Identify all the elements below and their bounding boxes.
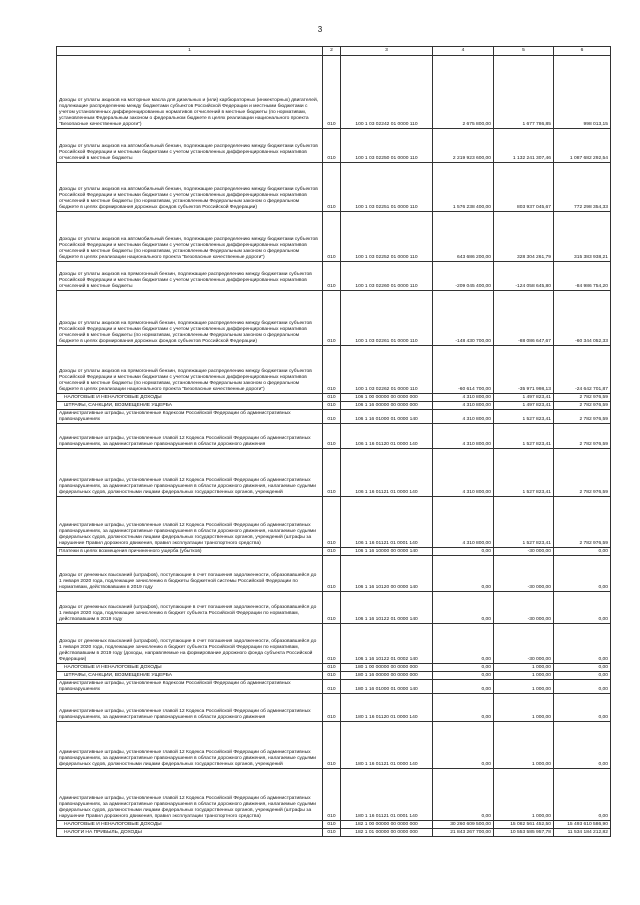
table-row: [57, 424, 611, 449]
row-approved-amount: 0,00: [433, 592, 494, 624]
row-description: НАЛОГОВЫЕ И НЕНАЛОГОВЫЕ ДОХОДЫ: [57, 394, 323, 402]
row-line-code: 010: [323, 680, 341, 694]
column-header: 4: [433, 47, 494, 56]
table-row: [57, 722, 611, 769]
row-executed-amount: -30 000,00: [494, 624, 554, 664]
row-budget-code: 106 1 16 10122 01 0000 140: [341, 592, 433, 624]
table-row: [57, 497, 611, 548]
row-description: Доходы от денежных взысканий (штрафов), поступающие в счет погашения задолженности, образовавшейся до 1 января 2020 года, подлежащие зачислению в бюджет субъекта Российской Федерации по нормативам, действовавшим в 2019 году (доходы, направляемые на формирование дорожного фонда субъекта Российской Федерации): [57, 624, 323, 664]
row-description: Административные штрафы, установленные главой 12 Кодекса Российской Федерации об административных правонарушениях, за административные правонарушения в области дорожного движения, налагаемые судьями федеральных судов, должностными лицами федеральных государственных органов, учреждений: [57, 722, 323, 769]
row-unexecuted-amount: 315 383 938,21: [554, 212, 611, 262]
row-budget-code: 106 1 16 01121 01 0001 140: [341, 497, 433, 548]
row-description: НАЛОГИ НА ПРИБЫЛЬ, ДОХОДЫ: [57, 829, 323, 837]
row-approved-amount: 0,00: [433, 624, 494, 664]
row-line-code: 010: [323, 410, 341, 424]
row-unexecuted-amount: 2 782 976,59: [554, 394, 611, 402]
row-line-code: 010: [323, 722, 341, 769]
row-approved-amount: 4 310 800,00: [433, 394, 494, 402]
row-line-code: 010: [323, 212, 341, 262]
row-unexecuted-amount: 0,00: [554, 672, 611, 680]
row-unexecuted-amount: 0,00: [554, 548, 611, 556]
row-executed-amount: 1 677 786,85: [494, 56, 554, 129]
row-description: Административные штрафы, установленные главой 12 Кодекса Российской Федерации об административных правонарушениях, за административные правонарушения в области дорожного движения: [57, 694, 323, 722]
column-header: 3: [341, 47, 433, 56]
page-number: 3: [317, 25, 323, 34]
row-executed-amount: 1 527 823,41: [494, 410, 554, 424]
row-unexecuted-amount: 2 782 976,59: [554, 449, 611, 497]
row-budget-code: 106 1 00 00000 00 0000 000: [341, 394, 433, 402]
row-approved-amount: 0,00: [433, 694, 494, 722]
row-budget-code: 100 1 03 02242 01 0000 110: [341, 56, 433, 129]
column-header: 2: [323, 47, 341, 56]
row-unexecuted-amount: 0,00: [554, 556, 611, 592]
row-budget-code: 182 1 01 00000 00 0000 000: [341, 829, 433, 837]
row-executed-amount: -30 000,00: [494, 592, 554, 624]
row-budget-code: 182 1 00 00000 00 0000 000: [341, 821, 433, 829]
row-budget-code: 106 1 16 10000 00 0000 140: [341, 548, 433, 556]
table-row: [57, 394, 611, 402]
row-budget-code: 100 1 03 02262 01 0000 110: [341, 346, 433, 394]
row-budget-code: 180 1 16 01120 01 0000 140: [341, 694, 433, 722]
row-unexecuted-amount: -24 642 701,87: [554, 346, 611, 394]
row-unexecuted-amount: 2 782 976,59: [554, 424, 611, 449]
row-description: Доходы от уплаты акцизов на автомобильный бензин, подлежащие распределению между бюджетами субъектов Российской Федерации и местными бюджетами с учетом установленных дифференцированных нормативов отчислений в местные бюджеты (по нормативам, установленным Федеральным законом о федеральном бюджете в целях реализации национального проекта "Безопасные качественные дороги"): [57, 212, 323, 262]
row-description: Административные штрафы, установленные главой 12 Кодекса Российской Федерации об административных правонарушениях, за административные правонарушения в области дорожного движения, налагаемые судьями федеральных судов, должностными лицами федеральных государственных органов, учреждений (штрафы за нарушение Правил дорожного движения, правил эксплуатации транспортного средства): [57, 497, 323, 548]
row-unexecuted-amount: 0,00: [554, 769, 611, 821]
row-line-code: 010: [323, 548, 341, 556]
row-unexecuted-amount: 1 087 682 292,54: [554, 129, 611, 163]
table-row: [57, 592, 611, 624]
row-description: Доходы от уплаты акцизов на прямогонный бензин, подлежащие распределению между бюджетами субъектов Российской Федерации и местными бюджетами с учетом установленных дифференцированных нормативов отчислений в местные бюджеты (по нормативам, установленным Федеральным законом о федеральном бюджете в целях реализации национального проекта "Безопасные качественные дороги"): [57, 346, 323, 394]
row-line-code: 010: [323, 821, 341, 829]
row-executed-amount: -30 000,00: [494, 548, 554, 556]
row-line-code: 010: [323, 449, 341, 497]
row-description: НАЛОГОВЫЕ И НЕНАЛОГОВЫЕ ДОХОДЫ: [57, 664, 323, 672]
row-line-code: 010: [323, 262, 341, 291]
row-line-code: 010: [323, 346, 341, 394]
row-description: НАЛОГОВЫЕ И НЕНАЛОГОВЫЕ ДОХОДЫ: [57, 821, 323, 829]
row-approved-amount: -148 430 700,00: [433, 291, 494, 346]
row-line-code: 010: [323, 497, 341, 548]
row-executed-amount: 1 527 823,41: [494, 449, 554, 497]
row-budget-code: 106 1 16 00000 00 0000 000: [341, 402, 433, 410]
table-row: [57, 672, 611, 680]
row-line-code: 010: [323, 56, 341, 129]
row-unexecuted-amount: -84 986 754,20: [554, 262, 611, 291]
row-executed-amount: -30 000,00: [494, 556, 554, 592]
row-executed-amount: 1 132 241 307,46: [494, 129, 554, 163]
table-row: [57, 821, 611, 829]
row-unexecuted-amount: 0,00: [554, 592, 611, 624]
row-description: Административные штрафы, установленные Кодексом Российской Федерации об административных правонарушениях: [57, 410, 323, 424]
table-row: [57, 56, 611, 129]
row-budget-code: 106 1 16 01120 01 0000 140: [341, 424, 433, 449]
row-line-code: 010: [323, 694, 341, 722]
row-line-code: 010: [323, 664, 341, 672]
row-executed-amount: -35 971 998,13: [494, 346, 554, 394]
row-description: Доходы от уплаты акцизов на прямогонный бензин, подлежащие распределению между бюджетами субъектов Российской Федерации и местными бюджетами с учетом установленных дифференцированных нормативов отчислений в местные бюджеты: [57, 262, 323, 291]
row-unexecuted-amount: 0,00: [554, 664, 611, 672]
row-budget-code: 100 1 03 02250 01 0000 110: [341, 129, 433, 163]
row-approved-amount: 0,00: [433, 556, 494, 592]
row-description: Доходы от денежных взысканий (штрафов), поступающие в счет погашения задолженности, образовавшейся до 1 января 2020 года, подлежащие зачислению в бюджет субъекта Российской Федерации по нормативам, действовавшим в 2019 году: [57, 592, 323, 624]
row-approved-amount: 643 686 200,00: [433, 212, 494, 262]
row-approved-amount: -60 614 700,00: [433, 346, 494, 394]
table-row: [57, 769, 611, 821]
table-row: [57, 694, 611, 722]
row-budget-code: 106 1 16 01121 01 0000 140: [341, 449, 433, 497]
row-description: Административные штрафы, установленные главой 12 Кодекса Российской Федерации об административных правонарушениях, за административные правонарушения в области дорожного движения, налагаемые судьями федеральных судов, должностными лицами федеральных государственных органов, учреждений (штрафы за нарушение Правил дорожного движения, правил эксплуатации транспортного средства): [57, 769, 323, 821]
column-header: 1: [57, 47, 323, 56]
row-approved-amount: 4 310 800,00: [433, 402, 494, 410]
table-row: [57, 829, 611, 837]
row-unexecuted-amount: 11 534 184 212,82: [554, 829, 611, 837]
row-approved-amount: 0,00: [433, 664, 494, 672]
row-unexecuted-amount: 2 782 976,59: [554, 497, 611, 548]
row-budget-code: 180 1 16 01121 01 0000 140: [341, 722, 433, 769]
row-description: Административные штрафы, установленные Кодексом Российской Федерации об административных правонарушениях: [57, 680, 323, 694]
row-executed-amount: 15 082 561 452,50: [494, 821, 554, 829]
row-line-code: 010: [323, 163, 341, 212]
row-executed-amount: 1 000,00: [494, 722, 554, 769]
row-unexecuted-amount: 2 782 976,59: [554, 402, 611, 410]
table-row: [57, 410, 611, 424]
row-budget-code: 100 1 03 02261 01 0000 110: [341, 291, 433, 346]
revenue-table: [56, 46, 611, 837]
table-row: [57, 556, 611, 592]
row-budget-code: 180 1 16 01000 01 0000 140: [341, 680, 433, 694]
header-row: [57, 47, 611, 56]
row-approved-amount: 30 260 609 500,00: [433, 821, 494, 829]
row-line-code: 010: [323, 129, 341, 163]
table-row: [57, 346, 611, 394]
row-approved-amount: 0,00: [433, 672, 494, 680]
row-unexecuted-amount: 0,00: [554, 694, 611, 722]
table-row: [57, 129, 611, 163]
row-line-code: 010: [323, 624, 341, 664]
row-line-code: 010: [323, 402, 341, 410]
row-unexecuted-amount: 15 493 610 586,90: [554, 821, 611, 829]
row-line-code: 010: [323, 424, 341, 449]
row-description: Административные штрафы, установленные главой 12 Кодекса Российской Федерации об административных правонарушениях, за административные правонарушения в области дорожного движения, налагаемые судьями федеральных судов, должностными лицами федеральных государственных органов, учреждений: [57, 449, 323, 497]
row-description: Административные штрафы, установленные главой 12 Кодекса Российской Федерации об административных правонарушениях, за административные правонарушения в области дорожного движения: [57, 424, 323, 449]
table-row: [57, 624, 611, 664]
row-approved-amount: 1 576 238 400,00: [433, 163, 494, 212]
row-line-code: 010: [323, 592, 341, 624]
row-approved-amount: 0,00: [433, 680, 494, 694]
row-executed-amount: -124 058 645,80: [494, 262, 554, 291]
row-executed-amount: 1 000,00: [494, 680, 554, 694]
row-budget-code: 100 1 03 02260 01 0000 110: [341, 262, 433, 291]
row-executed-amount: 1 527 823,41: [494, 497, 554, 548]
row-approved-amount: 0,00: [433, 769, 494, 821]
row-approved-amount: 0,00: [433, 548, 494, 556]
row-description: Доходы от уплаты акцизов на автомобильный бензин, подлежащие распределению между бюджетами субъектов Российской Федерации и местными бюджетами с учетом установленных дифференцированных нормативов отчислений в местные бюджеты: [57, 129, 323, 163]
row-approved-amount: 4 310 800,00: [433, 449, 494, 497]
row-budget-code: 180 1 00 00000 00 0000 000: [341, 664, 433, 672]
row-executed-amount: 803 937 045,67: [494, 163, 554, 212]
row-unexecuted-amount: 0,00: [554, 680, 611, 694]
row-description: Платежи в целях возмещения причиненного ущерба (убытков): [57, 548, 323, 556]
row-budget-code: 180 1 16 01121 01 0001 140: [341, 769, 433, 821]
row-approved-amount: 4 310 800,00: [433, 497, 494, 548]
row-executed-amount: 1 497 823,41: [494, 402, 554, 410]
row-line-code: 010: [323, 672, 341, 680]
row-approved-amount: 4 310 800,00: [433, 424, 494, 449]
row-unexecuted-amount: 998 013,15: [554, 56, 611, 129]
table-row: [57, 402, 611, 410]
row-description: Доходы от денежных взысканий (штрафов), поступающие в счет погашения задолженности, образовавшейся до 1 января 2020 года, подлежащие зачислению в бюджеты бюджетной системы Российской Федерации по нормативам, действовавшим в 2019 году: [57, 556, 323, 592]
row-unexecuted-amount: -60 344 052,33: [554, 291, 611, 346]
table-row: [57, 262, 611, 291]
row-budget-code: 106 1 16 10122 01 0002 140: [341, 624, 433, 664]
row-executed-amount: -88 086 647,67: [494, 291, 554, 346]
row-executed-amount: 1 527 823,41: [494, 424, 554, 449]
row-line-code: 010: [323, 769, 341, 821]
table-row: [57, 212, 611, 262]
row-unexecuted-amount: 0,00: [554, 624, 611, 664]
table-row: [57, 664, 611, 672]
row-executed-amount: 1 497 823,41: [494, 394, 554, 402]
row-line-code: 010: [323, 556, 341, 592]
row-unexecuted-amount: 772 298 354,33: [554, 163, 611, 212]
row-approved-amount: 0,00: [433, 722, 494, 769]
row-unexecuted-amount: 0,00: [554, 722, 611, 769]
row-executed-amount: 10 553 585 957,78: [494, 829, 554, 837]
row-description: Доходы от уплаты акцизов на автомобильный бензин, подлежащие распределению между бюджетами субъектов Российской Федерации и местными бюджетами с учетом установленных дифференцированных нормативов отчислений в местные бюджеты (по нормативам, установленным Федеральным законом о федеральном бюджете в целях формирования дорожных фондов субъектов Российской Федерации): [57, 163, 323, 212]
row-approved-amount: 2 675 800,00: [433, 56, 494, 129]
table-row: [57, 163, 611, 212]
column-header: 5: [494, 47, 554, 56]
row-description: ШТРАФЫ, САНКЦИИ, ВОЗМЕЩЕНИЕ УЩЕРБА: [57, 402, 323, 410]
row-description: Доходы от уплаты акцизов на прямогонный бензин, подлежащие распределению между бюджетами субъектов Российской Федерации и местными бюджетами с учетом установленных дифференцированных нормативов отчислений в местные бюджеты (по нормативам, установленным Федеральным законом о федеральном бюджете в целях формирования дорожных фондов субъектов Российской Федерации): [57, 291, 323, 346]
row-approved-amount: -209 045 400,00: [433, 262, 494, 291]
row-budget-code: 180 1 16 00000 00 0000 000: [341, 672, 433, 680]
row-line-code: 010: [323, 291, 341, 346]
table-row: [57, 548, 611, 556]
row-description: ШТРАФЫ, САНКЦИИ, ВОЗМЕЩЕНИЕ УЩЕРБА: [57, 672, 323, 680]
table-row: [57, 680, 611, 694]
row-line-code: 010: [323, 394, 341, 402]
row-budget-code: 100 1 03 02252 01 0000 110: [341, 212, 433, 262]
row-approved-amount: 21 843 267 700,00: [433, 829, 494, 837]
row-approved-amount: 2 219 923 600,00: [433, 129, 494, 163]
row-budget-code: 106 1 16 10120 00 0000 140: [341, 556, 433, 592]
row-executed-amount: 1 000,00: [494, 769, 554, 821]
table-row: [57, 449, 611, 497]
row-line-code: 010: [323, 829, 341, 837]
row-description: Доходы от уплаты акцизов на моторные масла для дизельных и (или) карбюраторных (инжекторных) двигателей, подлежащие распределению между бюджетами субъектов Российской Федерации и местными бюджетами с учетом установленных дифференцированных нормативов отчислений в местные бюджеты (по нормативам, установленным Федеральным законом о федеральном бюджете в целях реализации национального проекта "Безопасные качественные дороги"): [57, 56, 323, 129]
table-row: [57, 291, 611, 346]
row-executed-amount: 1 000,00: [494, 694, 554, 722]
row-executed-amount: 1 000,00: [494, 672, 554, 680]
row-budget-code: 100 1 03 02251 01 0000 110: [341, 163, 433, 212]
row-unexecuted-amount: 2 782 976,59: [554, 410, 611, 424]
column-header: 6: [554, 47, 611, 56]
row-executed-amount: 1 000,00: [494, 664, 554, 672]
row-budget-code: 106 1 16 01000 01 0000 140: [341, 410, 433, 424]
row-approved-amount: 4 310 800,00: [433, 410, 494, 424]
row-executed-amount: 328 304 261,79: [494, 212, 554, 262]
